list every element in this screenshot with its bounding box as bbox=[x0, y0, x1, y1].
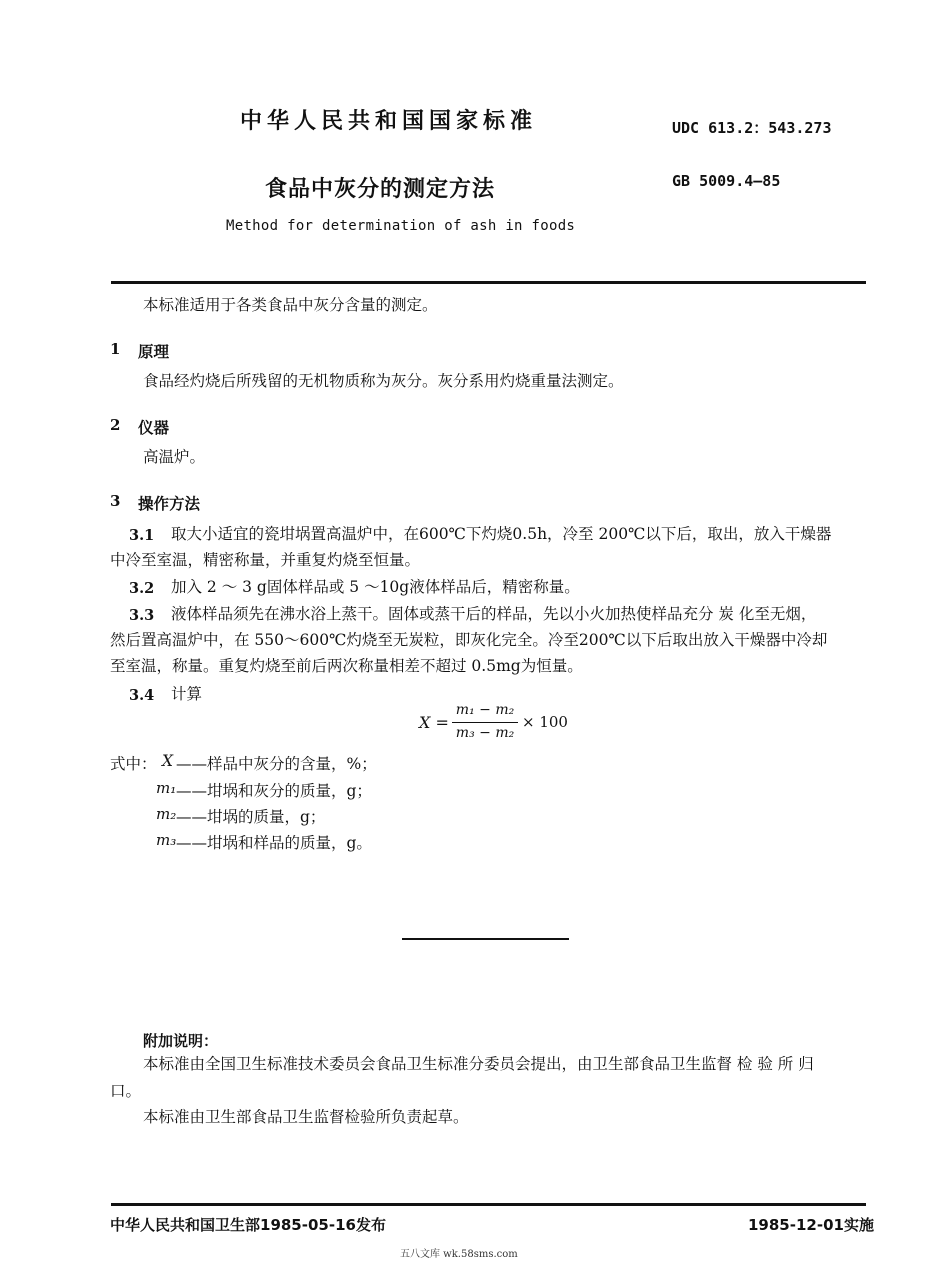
notes-line3: 本标准由卫生部食品卫生监督检验所负责起草。 bbox=[143, 1108, 469, 1126]
section-1-body: 食品经灼烧后所残留的无机物质称为灰分。灰分系用灼烧重量法测定。 bbox=[143, 372, 624, 390]
section-1-heading: 原理 bbox=[138, 342, 170, 361]
notes-line1: 本标准由全国卫生标准技术委员会食品卫生标准分委员会提出，由卫生部食品卫生监督 检 验 所 归 bbox=[143, 1055, 814, 1073]
issued-line: 中华人民共和国卫生部1985-05-16发布 bbox=[110, 1216, 386, 1234]
fraction-bar bbox=[452, 722, 518, 723]
step-3-2-line1: 加入 2 ～ 3 g固体样品或 5 ～10g液体样品后，精密称量。 bbox=[171, 578, 580, 596]
notes-line2: 口。 bbox=[110, 1082, 142, 1100]
step-3-2-number: 3.2 bbox=[129, 580, 155, 597]
section-2-number: 2 bbox=[110, 416, 121, 434]
where-desc-x: ——样品中灰分的含量，%； bbox=[176, 755, 377, 773]
where-symbol-m3: m₃ bbox=[156, 831, 177, 849]
formula-lhs: X = bbox=[419, 713, 449, 732]
section-3-number: 3 bbox=[110, 492, 121, 510]
section-2-heading: 仪器 bbox=[138, 418, 170, 437]
section-2-body: 高温炉。 bbox=[143, 448, 206, 466]
section-1-number: 1 bbox=[110, 340, 121, 358]
header-rule bbox=[111, 281, 866, 284]
where-desc-m2: ——坩埚的质量，g； bbox=[176, 808, 326, 826]
english-title: Method for determination of ash in foods bbox=[226, 218, 576, 234]
end-rule bbox=[402, 938, 569, 940]
watermark-text: 五八文库 wk.58sms.com bbox=[400, 1249, 518, 1260]
intro-paragraph: 本标准适用于各类食品中灰分含量的测定。 bbox=[143, 296, 438, 314]
step-3-1-line2: 中冷至室温，精密称量，并重复灼烧至恒量。 bbox=[110, 551, 421, 569]
formula-numerator: m₁ − m₂ bbox=[455, 702, 515, 718]
formula-multiplier: × 100 bbox=[522, 713, 568, 731]
step-3-4-number: 3.4 bbox=[129, 687, 155, 704]
step-3-3-line1: 液体样品须先在沸水浴上蒸干。固体或蒸干后的样品，先以小火加热使样品充分 炭 化至无烟， bbox=[171, 605, 817, 623]
step-3-1-number: 3.1 bbox=[129, 527, 155, 544]
where-prefix: 式中： bbox=[110, 755, 157, 773]
where-symbol-m2: m₂ bbox=[156, 805, 177, 823]
gb-code: GB 5009.4—85 bbox=[672, 172, 781, 190]
step-3-3-line3: 至室温，称量。重复灼烧至前后两次称量相差不超过 0.5mg为恒量。 bbox=[110, 657, 583, 675]
where-desc-m3: ——坩埚和样品的质量，g。 bbox=[176, 834, 372, 852]
footer-rule bbox=[111, 1203, 866, 1206]
udc-code: UDC 613.2：543.273 bbox=[672, 119, 832, 137]
step-3-1-line1: 取大小适宜的瓷坩埚置高温炉中，在600℃下灼烧0.5h，冷至 200℃以下后，取出，放入干燥器 bbox=[171, 525, 832, 543]
national-standard-title: 中华人民共和国国家标准 bbox=[240, 109, 538, 134]
document-title: 食品中灰分的测定方法 bbox=[265, 177, 496, 202]
where-symbol-x: X bbox=[162, 752, 174, 770]
effective-line: 1985-12-01实施 bbox=[748, 1216, 874, 1234]
section-3-heading: 操作方法 bbox=[138, 494, 201, 513]
formula-denominator: m₃ − m₂ bbox=[455, 725, 515, 741]
where-symbol-m1: m₁ bbox=[156, 779, 177, 797]
step-3-3-line2: 然后置高温炉中，在 550～600℃灼烧至无炭粒，即灰化完全。冷至200℃以下后取出放入干燥器中冷却 bbox=[110, 631, 828, 649]
notes-heading: 附加说明： bbox=[143, 1032, 219, 1050]
step-3-4-line1: 计算 bbox=[171, 685, 203, 703]
where-desc-m1: ——坩埚和灰分的质量，g； bbox=[176, 782, 372, 800]
step-3-3-number: 3.3 bbox=[129, 607, 155, 624]
